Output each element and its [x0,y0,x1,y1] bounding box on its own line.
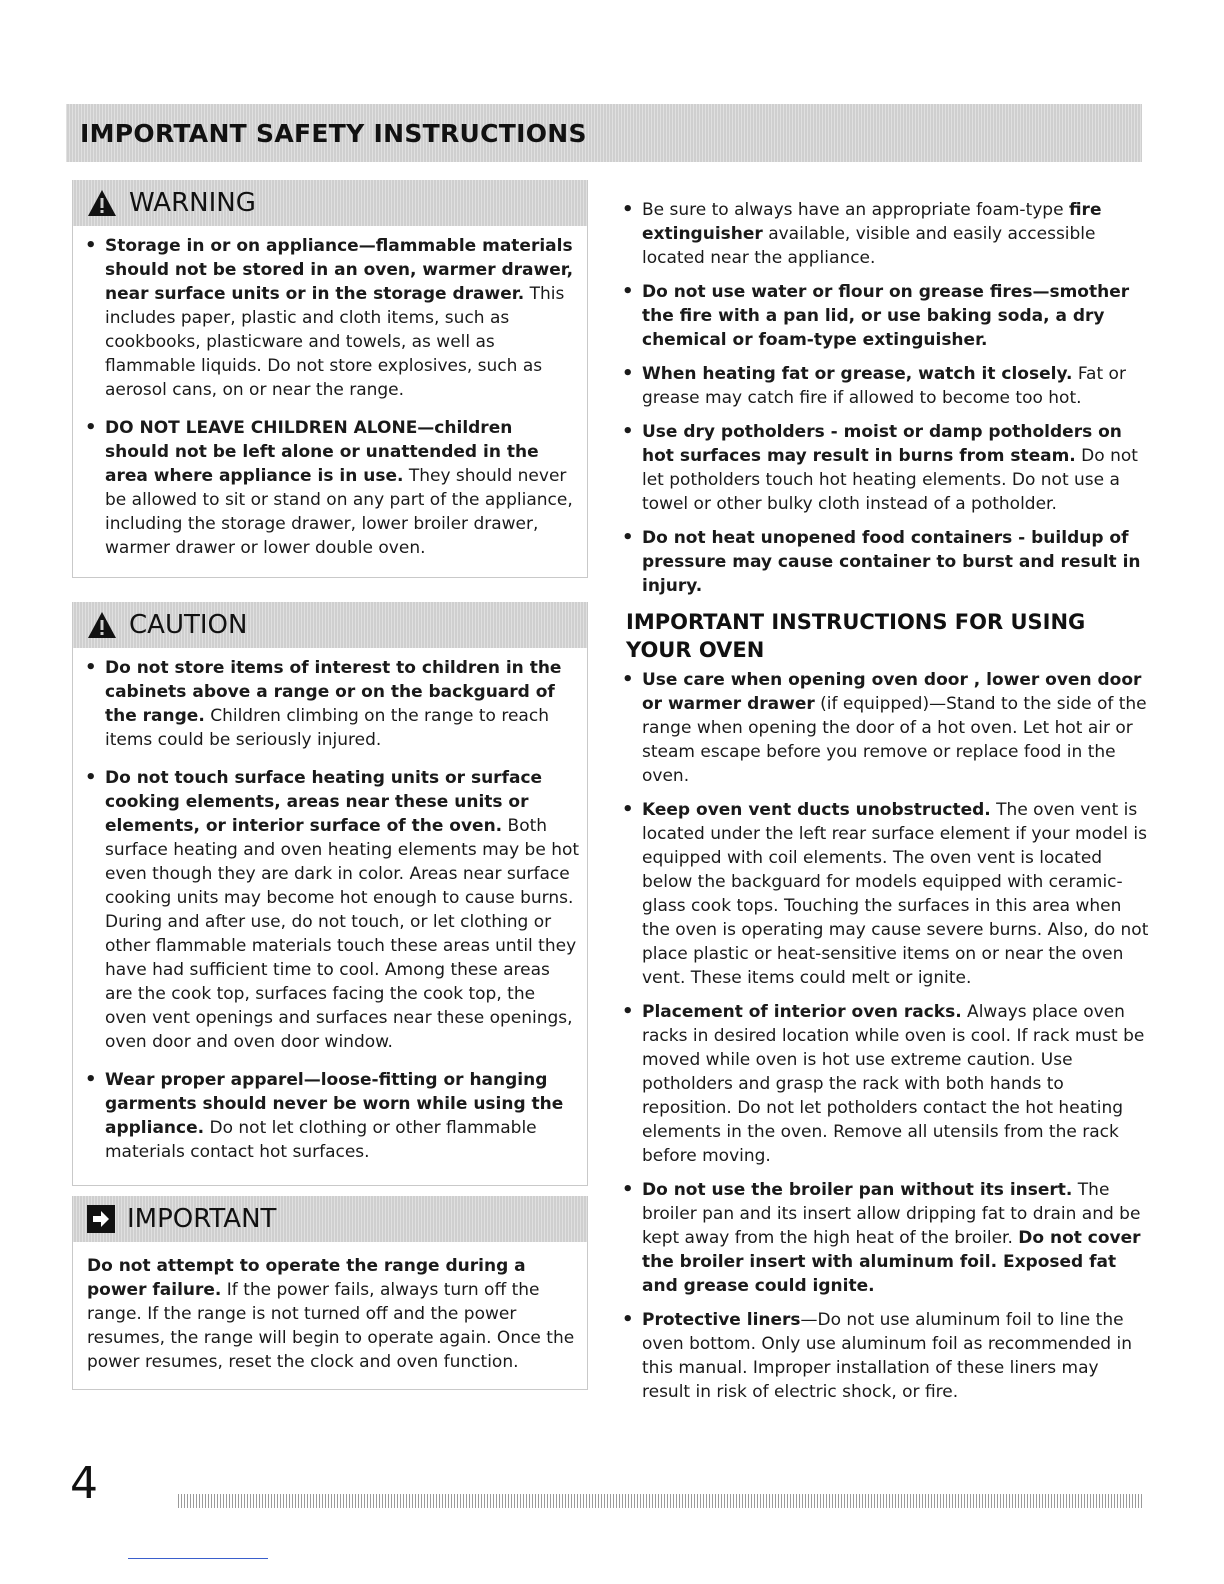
caution-title: CAUTION [129,610,248,640]
right-column [612,198,1152,1414]
footer-divider [178,1494,1144,1508]
page-title: IMPORTANT SAFETY INSTRUCTIONS [80,118,587,148]
warning-triangle-icon [87,611,117,639]
important-text: Do not attempt to operate the range during a power failure. If the power fails, always turn off the range. If the range is not turned off and the power resumes, the range will begin to operate again. Once the power resumes, reset the clock and oven function. [87,1256,575,1372]
important-box [72,1196,588,1390]
list-item: • Storage in or on appliance—flammable materials should not be stored in an oven, warmer drawer, near surface units or in the storage drawer. This includes paper, plastic and cloth items, such as cookbooks, plasticware and towels, as well as flammable liquids. Do not store explosives, such as aerosol cans, on or near the range. [73,234,581,402]
arrow-right-icon [87,1205,115,1233]
list-item: • Wear proper apparel—loose-fitting or hanging garments should never be worn while using the appliance. Do not let clothing or other flammable materials contact hot surfaces. [73,1068,581,1164]
list-item: • Do not touch surface heating units or surface cooking elements, areas near these units or elements, or interior surface of the oven. Both surface heating and oven heating elements may be hot even though they are dark in color. Areas near surface cooking units may become hot enough to cause burns. During and after use, do not touch, or let clothing or other flammable materials touch these areas until they have had sufficient time to cool. Among these areas are the cook top, surfaces facing the cook top, the oven vent openings and surfaces near these openings, oven door and oven door window. [73,766,581,1054]
safety-banner [66,104,1142,162]
list-item: • When heating fat or grease, watch it closely. Fat or grease may catch fire if allowed to become too hot. [612,362,1152,410]
important-title: IMPORTANT [127,1204,277,1234]
list-item: • Use care when opening oven door , lower oven door or warmer drawer (if equipped)—Stand to the side of the range when opening the door of a hot oven. Let hot air or steam escape before you remove or replace food in the oven. [612,668,1152,788]
list-item: • Do not use water or flour on grease fires—smother the fire with a pan lid, or use baking soda, a dry chemical or foam-type extinguisher. [612,280,1152,352]
list-item: • Protective liners—Do not use aluminum foil to line the oven bottom. Only use aluminum foil as recommended in this manual. Improper installation of these liners may result in risk of electric shock, or fire. [612,1308,1152,1404]
warning-title: WARNING [129,188,256,218]
list-item: • Do not store items of interest to children in the cabinets above a range or on the backguard of the range. Children climbing on the range to reach items could be seriously injured. [73,656,581,752]
list-item: • Do not use the broiler pan without its insert. The broiler pan and its insert allow dripping fat to drain and be kept away from the high heat of the broiler. Do not cover the broiler insert with aluminum foil. Exposed fat and grease could ignite. [612,1178,1152,1298]
important-header [73,1196,587,1242]
list-item: • Use dry potholders - moist or damp potholders on hot surfaces may result in burns from steam. Do not let potholders touch hot heating elements. Do not use a towel or other bulky cloth instead of a potholder. [612,420,1152,516]
oven-section-heading: IMPORTANT INSTRUCTIONS FOR USING YOUR OVEN [626,610,1086,662]
warning-triangle-icon [87,189,117,217]
warning-box [72,180,588,578]
caution-header [73,602,587,648]
list-item: • Be sure to always have an appropriate foam-type fire extinguisher available, visible and easily accessible located near the appliance. [612,198,1152,270]
warning-header [73,180,587,226]
footer-link-underline [128,1558,268,1559]
page-number: 4 [70,1458,98,1509]
list-item: • DO NOT LEAVE CHILDREN ALONE—children should not be left alone or unattended in the area where appliance is in use. They should never be allowed to sit or stand on any part of the appliance, including the storage drawer, lower broiler drawer, warmer drawer or lower double oven. [73,416,581,560]
list-item: • Do not heat unopened food containers - buildup of pressure may cause container to burst and result in injury. [612,526,1152,598]
caution-box [72,602,588,1186]
list-item: • Placement of interior oven racks. Always place oven racks in desired location while oven is cool. If rack must be moved while oven is hot use extreme caution. Use potholders and grasp the rack with both hands to reposition. Do not let potholders contact the hot heating elements in the oven. Remove all utensils from the rack before moving. [612,1000,1152,1168]
list-item: • Keep oven vent ducts unobstructed. The oven vent is located under the left rear surface element if your model is equipped with coil elements. The oven vent is located below the backguard for models equipped with ceramic-glass cook tops. Touching the surfaces in this area when the oven is operating may cause severe burns. Also, do not place plastic or heat-sensitive items on or near the oven vent. These items could melt or ignite. [612,798,1152,990]
